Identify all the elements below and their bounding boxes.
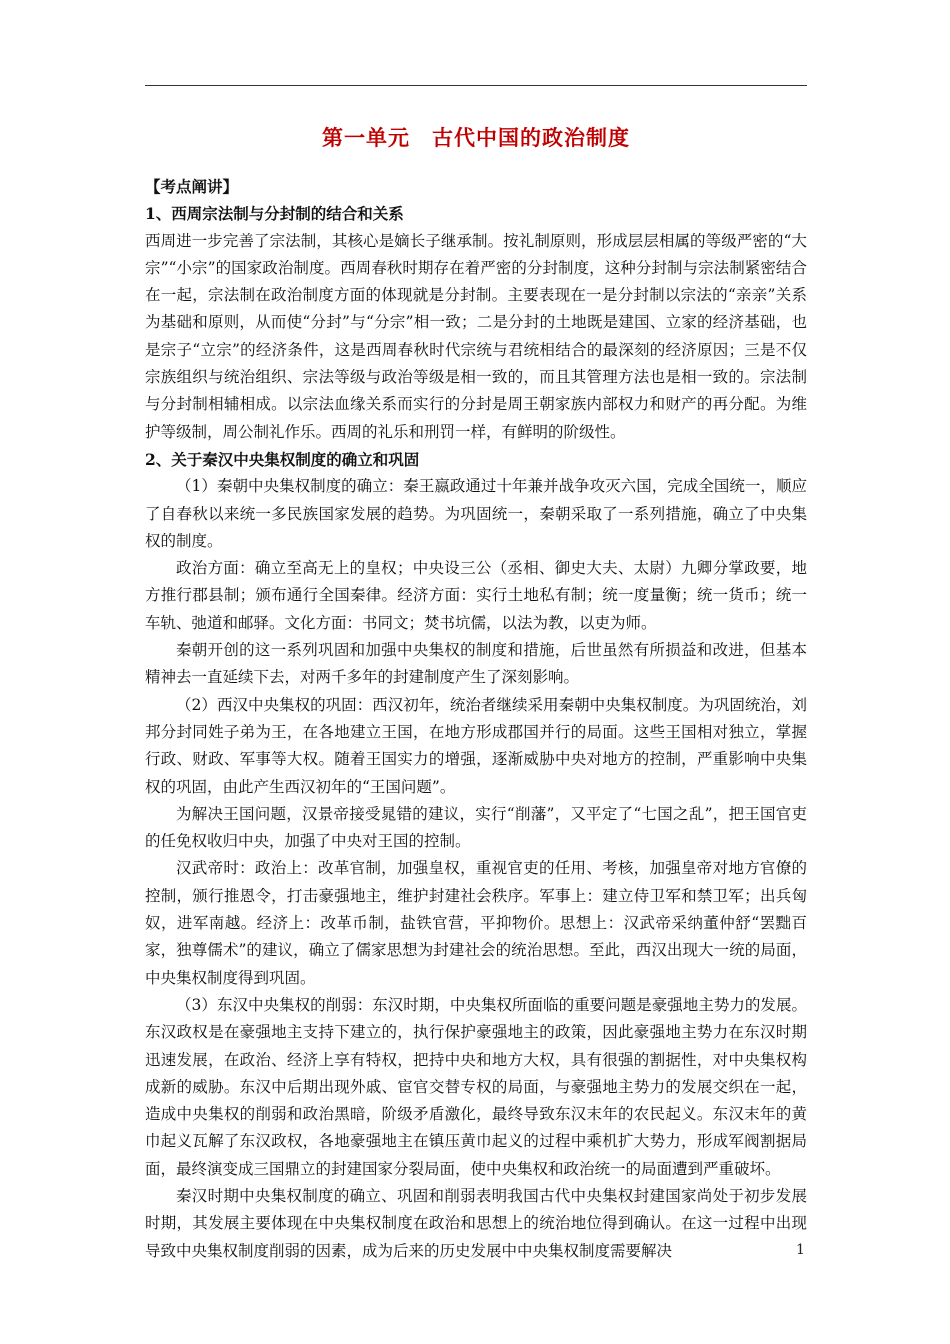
heading-2: 2、关于秦汉中央集权制度的确立和巩固: [145, 449, 420, 469]
paragraph: 西周进一步完善了宗法制，其核心是嫡长子继承制。按礼制原则，形成层层相属的等级严密的“大宗”“小宗”的国家政治制度。西周春秋时期存在着严密的分封制度，这种分封制与宗法制紧密结合在一起，宗法制在政治制度方面的体现就是分封制。主要表现在一是分封制以宗法的“亲亲”关系为基础和原则，从而使“分封”与“分宗”相一致；二是分封的土地既是建国、立家的经济基础，也是宗子“立宗”的经济条件，这是西周春秋时代宗统与君统相结合的最深刻的经济原因；三是不仅宗族组织与统治组织、宗法等级与政治等级是相一致的，而且其管理方法也是相一致的。宗法制与分封制相辅相成。以宗法血缘关系而实行的分封是周王朝家族内部权力和财产的再分配。为维护等级制，周公制礼作乐。西周的礼乐和刑罚一样，有鲜明的阶级性。: [145, 231, 807, 441]
header-rule: [145, 85, 807, 86]
paragraph: 秦朝开创的这一系列巩固和加强中央集权的制度和措施，后世虽然有所损益和改进，但基本精神去一直延续下去，对两千多年的封建制度产生了深刻影响。: [145, 641, 807, 687]
paragraph: 秦汉时期中央集权制度的确立、巩固和削弱表明我国古代中央集权封建国家尚处于初步发展时期，其发展主要体现在中央集权制度在政治和思想上的统治地位得到确认。在这一过程中出现导致中央集权制度削弱的因素，成为后来的历史发展中中央集权制度需要解决: [145, 1186, 807, 1260]
paragraph: （2）西汉中央集权的巩固：西汉初年，统治者继续采用秦朝中央集权制度。为巩固统治，刘邦分封同姓子弟为王，在各地建立王国，在地方形成郡国并行的局面。这些王国相对独立，掌握行政、财政、军事等大权。随着王国实力的增强，逐渐威胁中央对地方的控制，严重影响中央集权的巩固，由此产生西汉初年的“王国问题”。: [145, 695, 807, 796]
paragraph: 汉武帝时：政治上：改革官制，加强皇权，重视官吏的任用、考核，加强皇帝对地方官僚的控制，颁行推恩令，打击豪强地主，维护封建社会秩序。军事上：建立侍卫军和禁卫军；出兵匈奴，进军南越。经济上：改革币制，盐铁官营，平抑物价。思想上：汉武帝采纳董仲舒“罢黜百家，独尊儒术”的建议，确立了儒家思想为封建社会的统治思想。至此，西汉出现大一统的局面，中央集权制度得到巩固。: [145, 859, 807, 987]
section-label: 【考点阐讲】: [145, 177, 239, 196]
page-number: 1: [796, 1242, 805, 1258]
page-title: 第一单元 古代中国的政治制度: [322, 125, 630, 150]
paragraph: （1）秦朝中央集权制度的确立：秦王嬴政通过十年兼并战争攻灭六国，完成全国统一，顺应了自春秋以来统一多民族国家发展的趋势。为巩固统一，秦朝采取了一系列措施，确立了中央集权的制度。: [145, 477, 807, 550]
paragraph: （3）东汉中央集权的削弱：东汉时期，中央集权所面临的重要问题是豪强地主势力的发展。东汉政权是在豪强地主支持下建立的，执行保护豪强地主的政策，因此豪强地主势力在东汉时期迅速发展，在政治、经济上享有特权，把持中央和地方大权，具有很强的割据性，对中央集权构成新的威胁。东汉中后期出现外戚、宦官交替专权的局面，与豪强地主势力的发展交织在一起，造成中央集权的削弱和政治黑暗，阶级矛盾激化，最终导致东汉末年的农民起义。东汉末年的黄巾起义瓦解了东汉政权，各地豪强地主在镇压黄巾起义的过程中乘机扩大势力，形成军阀割据局面，最终演变成三国鼎立的封建国家分裂局面，使中央集权和政治统一的局面遭到严重破坏。: [145, 995, 807, 1178]
paragraph: 为解决王国问题，汉景帝接受晁错的建议，实行“削藩”，又平定了“七国之乱”，把王国官吏的任免权收归中央，加强了中央对王国的控制。: [145, 804, 807, 851]
document-body: [145, 173, 807, 1265]
heading-1: 1、西周宗法制与分封制的结合和关系: [145, 204, 404, 224]
paragraph: 政治方面：确立至高无上的皇权；中央设三公（丞相、御史大夫、太尉）九卿分掌政要，地方推行郡县制；颁布通行全国秦律。经济方面：实行土地私有制；统一度量衡；统一货币；统一车轨、弛道和邮驿。文化方面：书同文；焚书坑儒，以法为教，以吏为师。: [145, 559, 807, 632]
